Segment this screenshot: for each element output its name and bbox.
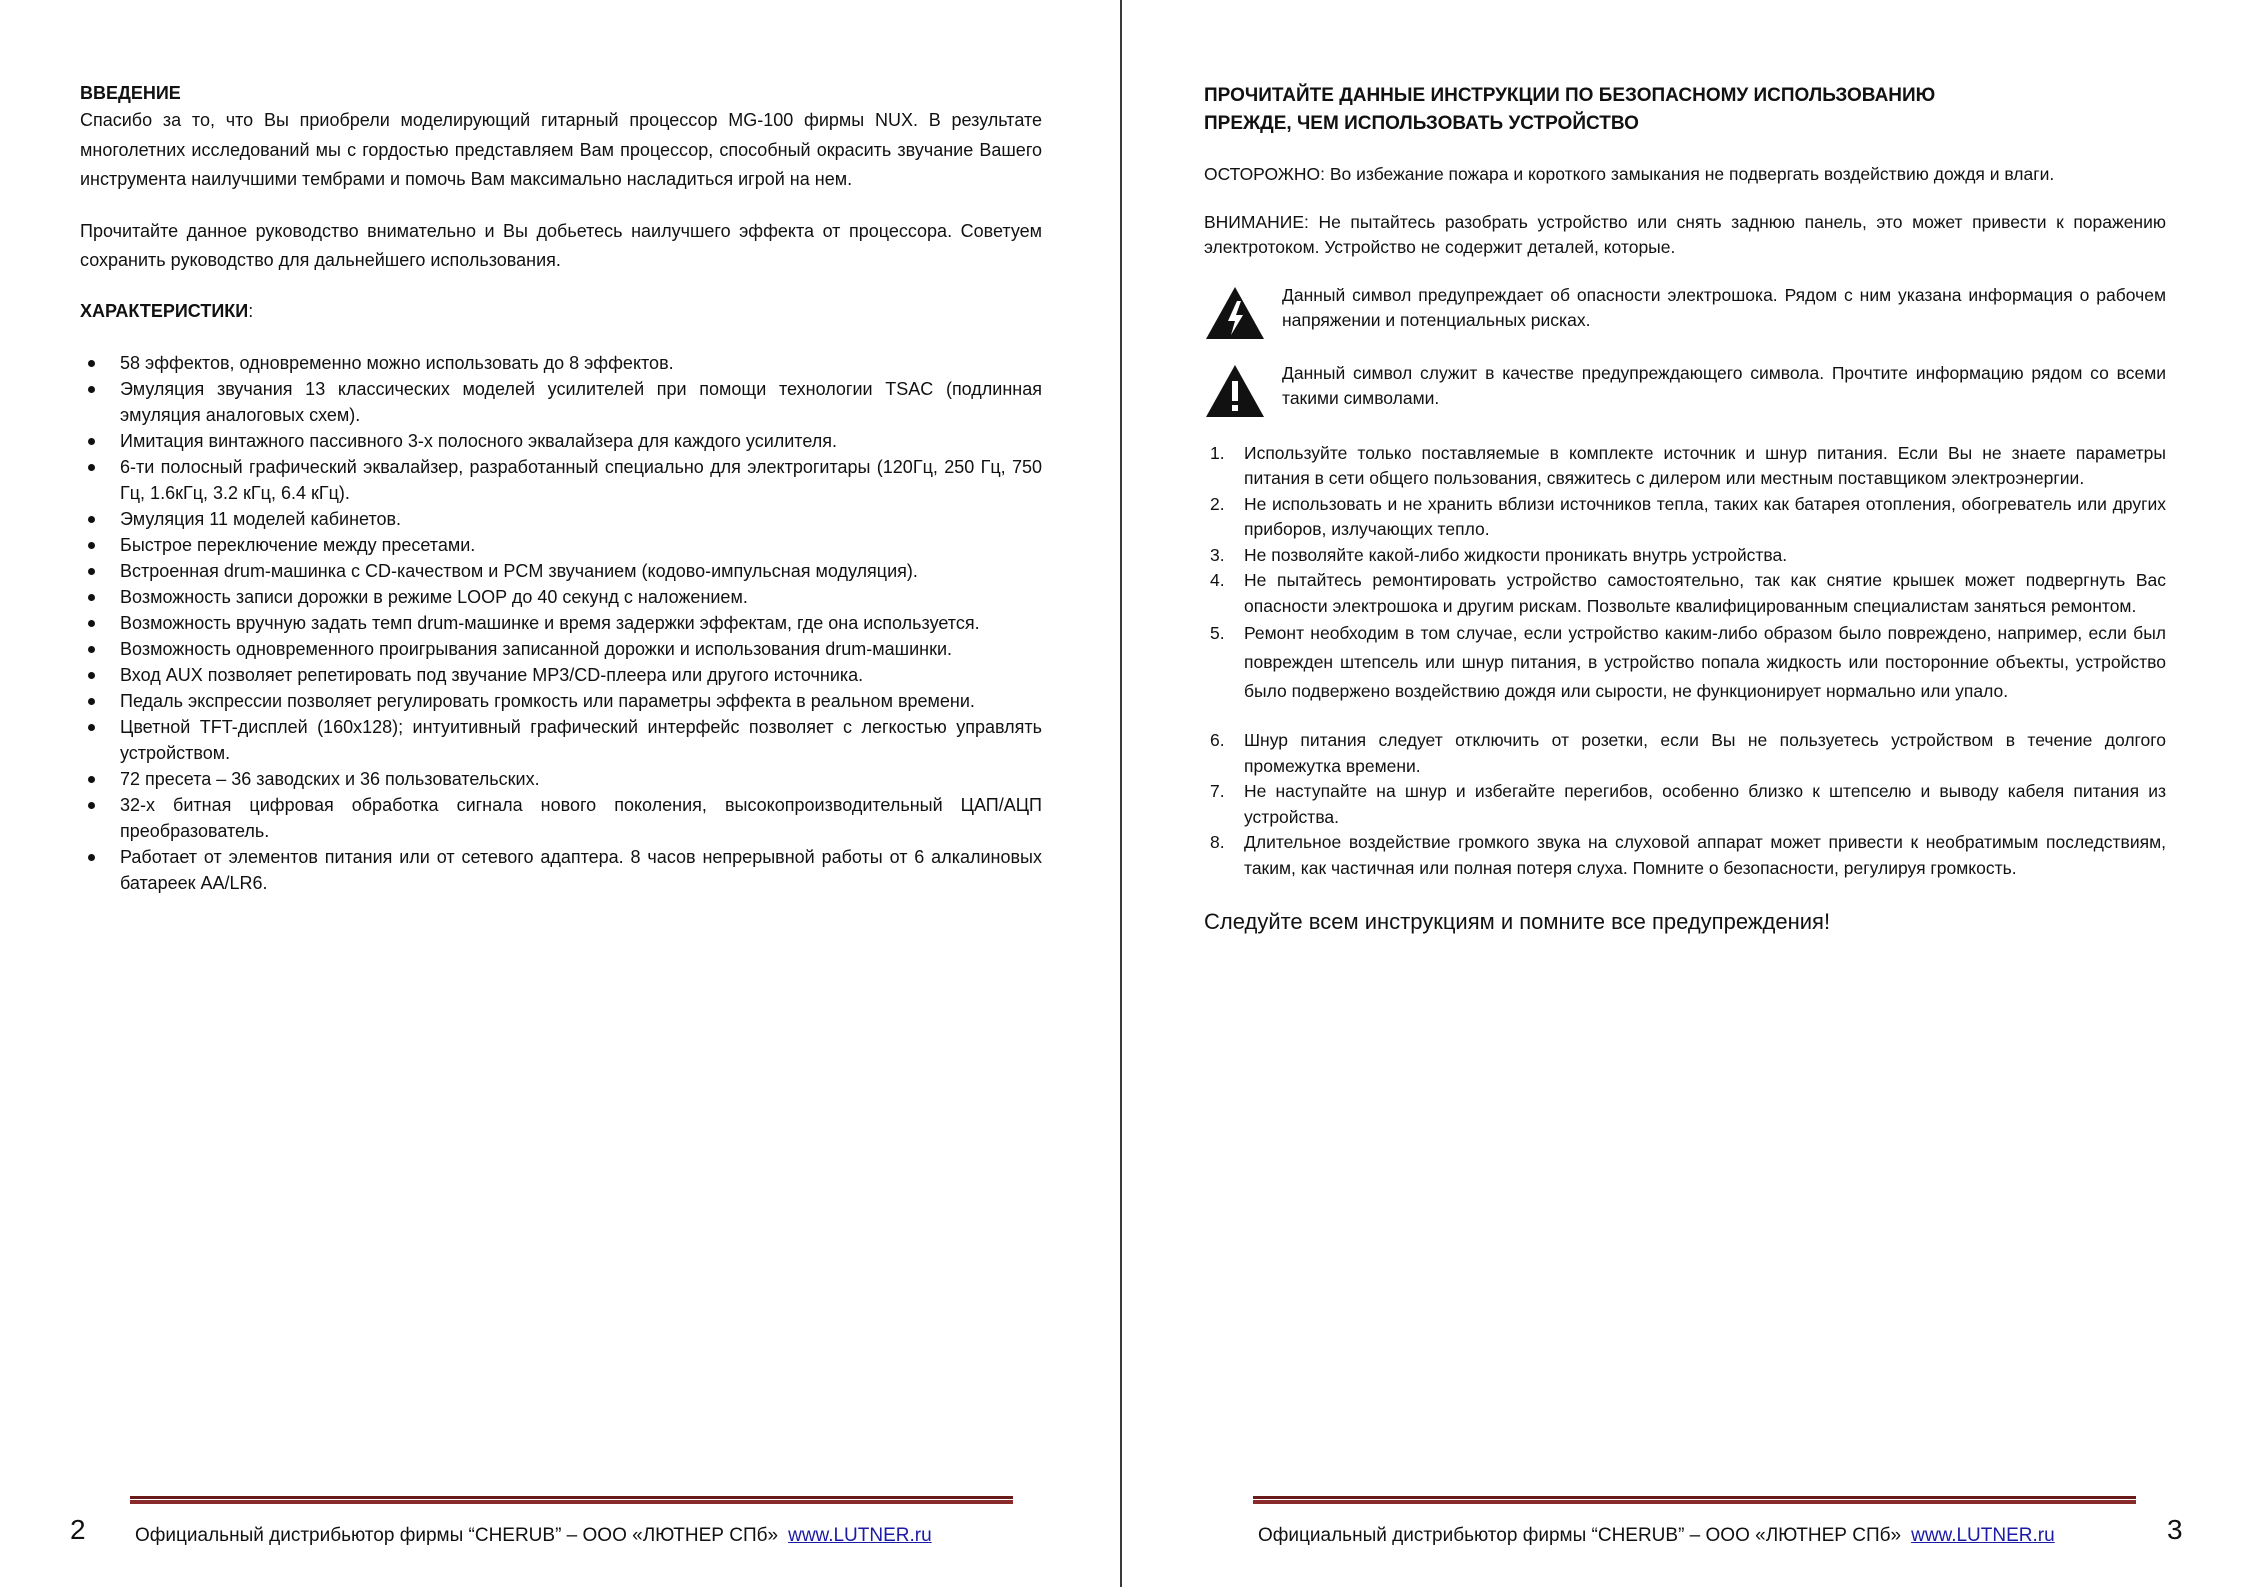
page-3 bbox=[1122, 0, 2243, 1587]
list-item: 6. Шнур питания следует отключить от розетки, если Вы не пользуетесь устройством в течение долгого промежутка времени. bbox=[1210, 730, 2166, 776]
attention-text: ВНИМАНИЕ: Не пытайтесь разобрать устройство или снять заднюю панель, это может привести к поражению электротоком. Устройство не содержит деталей, которые. bbox=[1204, 211, 2166, 257]
list-item: 32-х битная цифровая обработка сигнала нового поколения, высокопроизводительный ЦАП/АЦП преобразователь. bbox=[80, 792, 1042, 844]
exclamation-warning-icon bbox=[1204, 363, 1266, 419]
list-item: 3. Не позволяйте какой-либо жидкости проникать внутрь устройства. bbox=[1210, 544, 1788, 565]
list-item: 2. Не использовать и не хранить вблизи источников тепла, таких как батарея отопления, обогреватель или других приборов, излучающих тепло. bbox=[1210, 493, 2166, 539]
list-item: 5. Ремонт необходим в том случае, если устройство каким-либо образом было повреждено, например, если был поврежден штепсель или шнур питания, в устройство попала жидкость или посторонние объекты, устройство было подвержено воздействию дождя или сырости, не функционирует нормально или упало. bbox=[1210, 623, 2166, 701]
list-item: Эмуляция 11 моделей кабинетов. bbox=[80, 506, 1042, 532]
list-item: 6-ти полосный графический эквалайзер, разработанный специально для электрогитары (120Гц, 250 Гц, 750 Гц, 1.6кГц, 3.2 кГц, 6.4 кГц). bbox=[80, 454, 1042, 506]
intro-heading: ВВЕДЕНИЕ bbox=[80, 83, 181, 103]
list-item: Возможность записи дорожки в режиме LOOP до 40 секунд с наложением. bbox=[80, 584, 1042, 610]
list-item: Вход AUX позволяет репетировать под звучание MP3/CD-плеера или другого источника. bbox=[80, 662, 1042, 688]
list-item: Работает от элементов питания или от сетевого адаптера. 8 часов непрерывной работы от 6 алкалиновых батареек AA/LR6. bbox=[80, 844, 1042, 896]
intro-paragraph-2: Прочитайте данное руководство внимательно и Вы добьетесь наилучшего эффекта от процессора. Советуем сохранить руководство для дальнейшего использования. bbox=[80, 220, 1042, 270]
list-item: Имитация винтажного пассивного 3-х полосного эквалайзера для каждого усилителя. bbox=[80, 428, 1042, 454]
list-item: Педаль экспрессии позволяет регулировать громкость или параметры эффекта в реальном времени. bbox=[80, 688, 1042, 714]
intro-section bbox=[80, 80, 1042, 896]
list-item: 8. Длительное воздействие громкого звука на слуховой аппарат может привести к необратимым последствиям, таким, как частичная или полная потеря слуха. Помните о безопасности, регулируя громкость. bbox=[1210, 832, 2166, 878]
page-2 bbox=[0, 0, 1120, 1587]
safety-rules-list bbox=[1204, 441, 2166, 882]
list-item: Возможность вручную задать темп drum-машинке и время задержки эффектам, где она используется. bbox=[80, 610, 1042, 636]
warning-symbol-text: Данный символ служит в качестве предупреждающего символа. Прочтите информацию рядом со всеми такими символами. bbox=[1282, 362, 2166, 408]
list-item: 58 эффектов, одновременно можно использовать до 8 эффектов. bbox=[80, 350, 1042, 376]
footer-distributor-text: Официальный дистрибьютор фирмы “CHERUB” – ООО «ЛЮТНЕР СПб» bbox=[135, 1525, 779, 1546]
intro-paragraph-1: Спасибо за то, что Вы приобрели моделирующий гитарный процессор MG-100 фирмы NUX. В результате многолетних исследований мы с гордостью представляем Вам процессор, способный окрасить звучание Вашего инструмента наилучшими тембрами и помочь Вам максимально насладиться игрой на нем. bbox=[80, 110, 1042, 189]
safety-title-line-1: ПРОЧИТАЙТЕ ДАННЫЕ ИНСТРУКЦИИ ПО БЕЗОПАСНОМУ ИСПОЛЬЗОВАНИЮ bbox=[1204, 85, 1936, 106]
lightning-warning-icon bbox=[1204, 285, 1266, 341]
list-item: 7. Не наступайте на шнур и избегайте перегибов, особенно близко к штепселю и выводу кабеля питания из устройства. bbox=[1210, 781, 2166, 827]
list-item: Встроенная drum-машинка с CD-качеством и PCM звучанием (кодово-импульсная модуляция). bbox=[80, 558, 1042, 584]
list-item: Эмуляция звучания 13 классических моделей усилителей при помощи технологии TSAC (подлинная эмуляция аналоговых схем). bbox=[80, 376, 1042, 428]
page-number: 2 bbox=[70, 1514, 86, 1545]
warning-symbol-row bbox=[1204, 361, 2166, 419]
caution-text: ОСТОРОЖНО: Во избежание пожара и короткого замыкания не подвергать воздействию дождя и влаги. bbox=[1204, 164, 2055, 184]
features-list bbox=[80, 350, 1042, 896]
safety-title-line-2: ПРЕЖДЕ, ЧЕМ ИСПОЛЬЗОВАТЬ УСТРОЙСТВО bbox=[1204, 113, 1639, 134]
footer-link[interactable]: www.LUTNER.ru bbox=[1911, 1525, 2055, 1546]
features-heading: ХАРАКТЕРИСТИКИ: bbox=[80, 300, 254, 321]
footer-distributor-text: Официальный дистрибьютор фирмы “CHERUB” – ООО «ЛЮТНЕР СПб» bbox=[1258, 1525, 1902, 1546]
list-item: Цветной TFT-дисплей (160x128); интуитивный графический интерфейс позволяет с легкостью управлять устройством. bbox=[80, 714, 1042, 766]
list-item: 4. Не пытайтесь ремонтировать устройство самостоятельно, так как снятие крышек может подвергнуть Вас опасности электрошока и другим рискам. Позвольте квалифицированным специалистам заняться ремонтом. bbox=[1210, 570, 2166, 616]
footer-rule bbox=[130, 1496, 1013, 1504]
page-number: 3 bbox=[2167, 1514, 2183, 1545]
safety-section bbox=[1204, 82, 2166, 937]
list-item: Быстрое переключение между пресетами. bbox=[80, 532, 1042, 558]
footer-rule bbox=[1253, 1496, 2136, 1504]
closing-statement: Следуйте всем инструкциям и помните все предупреждения! bbox=[1204, 909, 1831, 934]
list-item: 72 пресета – 36 заводских и 36 пользовательских. bbox=[80, 766, 1042, 792]
shock-symbol-row bbox=[1204, 283, 2166, 341]
shock-symbol-text: Данный символ предупреждает об опасности электрошока. Рядом с ним указана информация о рабочем напряжении и потенциальных рисках. bbox=[1282, 284, 2166, 330]
footer-link[interactable]: www.LUTNER.ru bbox=[788, 1525, 932, 1546]
list-item: 1. Используйте только поставляемые в комплекте источник и шнур питания. Если Вы не знаете параметры питания в сети общего пользования, свяжитесь с дилером или местным поставщиком электроэнергии. bbox=[1210, 442, 2166, 488]
footer-credit bbox=[1258, 1525, 2055, 1547]
list-item: Возможность одновременного проигрывания записанной дорожки и использования drum-машинки. bbox=[80, 636, 1042, 662]
footer-credit bbox=[135, 1525, 932, 1547]
